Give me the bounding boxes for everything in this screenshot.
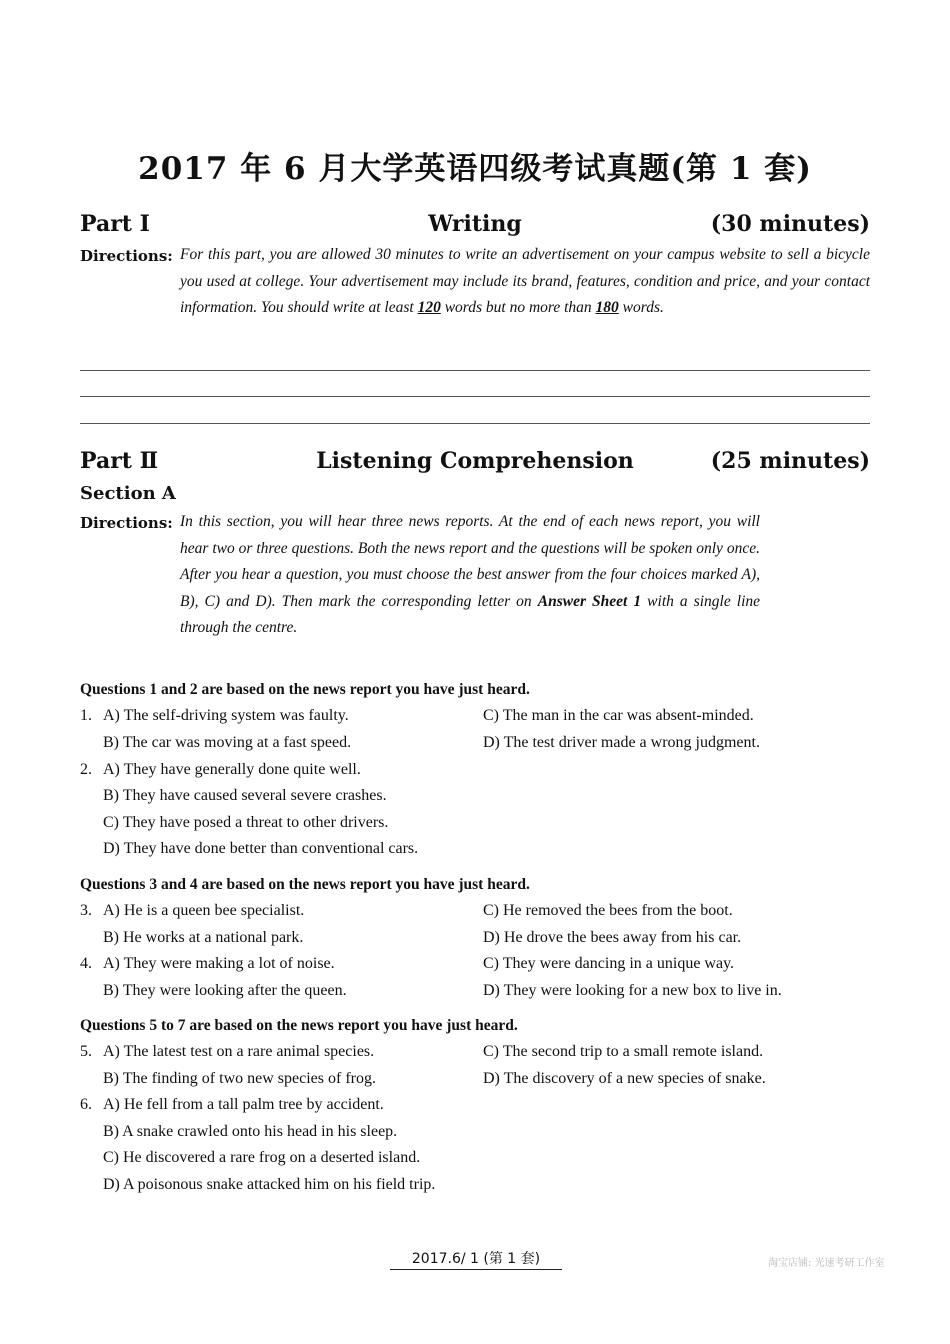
part-2-directions-text — [180, 509, 760, 642]
part-2-name: Listening Comprehension — [316, 448, 634, 474]
part-1-header — [80, 211, 870, 241]
option-c: C) They have posed a threat to other drivers. — [103, 814, 389, 831]
option-a: A) They were making a lot of noise. — [103, 955, 335, 972]
part-1-name: Writing — [428, 211, 522, 237]
part-2-header — [80, 448, 870, 478]
section-a-heading: Section A — [80, 483, 176, 504]
question-number: 4. — [80, 955, 92, 972]
option-d: D) The discovery of a new species of snake. — [483, 1070, 766, 1087]
page-footer: 2017.6/ 1 (第 1 套) — [390, 1248, 562, 1270]
option-c: C) The man in the car was absent-minded. — [483, 707, 754, 724]
max-words: 180 — [595, 299, 619, 316]
min-words: 120 — [417, 299, 441, 316]
option-c: C) The second trip to a small remote island. — [483, 1043, 764, 1060]
option-a: A) The latest test on a rare animal species. — [103, 1043, 375, 1060]
option-b: B) They were looking after the queen. — [103, 982, 347, 999]
answer-line-2 — [80, 396, 870, 397]
option-b: B) He works at a national park. — [103, 929, 304, 946]
question-group-heading: Questions 1 and 2 are based on the news report you have just heard. — [80, 681, 530, 698]
question-number: 6. — [80, 1096, 92, 1113]
option-d: D) The test driver made a wrong judgment. — [483, 734, 760, 751]
option-b: B) A snake crawled onto his head in his sleep. — [103, 1123, 398, 1140]
answer-line-1 — [80, 370, 870, 371]
option-a: A) They have generally done quite well. — [103, 761, 361, 778]
option-d: D) They have done better than conventional cars. — [103, 840, 419, 857]
option-b: B) The finding of two new species of frog. — [103, 1070, 376, 1087]
option-a: A) The self-driving system was faulty. — [103, 707, 349, 724]
part-1-directions-label: Directions: — [80, 247, 173, 265]
part-2-label: Part Ⅱ — [80, 448, 159, 474]
question-number: 2. — [80, 761, 92, 778]
option-c: C) He discovered a rare frog on a deserted island. — [103, 1149, 421, 1166]
part-2-directions-end: with a single line through the centre. — [180, 592, 761, 636]
option-b: B) They have caused several severe crashes. — [103, 787, 387, 804]
page-title: 2017 年 6 月大学英语四级考试真题(第 1 套) — [138, 151, 812, 187]
option-b: B) The car was moving at a fast speed. — [103, 734, 352, 751]
part-2-time: (25 minutes) — [710, 448, 870, 474]
option-c: C) He removed the bees from the boot. — [483, 902, 733, 919]
question-number: 1. — [80, 707, 92, 724]
question-number: 5. — [80, 1043, 92, 1060]
option-d: D) A poisonous snake attacked him on his field trip. — [103, 1176, 436, 1193]
part-1-directions-end: words. — [622, 299, 664, 316]
watermark: 淘宝店铺: 光速考研工作室 — [768, 1258, 885, 1269]
question-group-heading: Questions 5 to 7 are based on the news report you have just heard. — [80, 1017, 518, 1034]
part-1-label: Part Ⅰ — [80, 211, 150, 237]
option-d: D) They were looking for a new box to live in. — [483, 982, 782, 999]
part-2-directions-label: Directions: — [80, 514, 173, 532]
answer-sheet-ref: Answer Sheet 1 — [537, 592, 642, 610]
part-1-directions-text — [180, 242, 870, 322]
part-1-directions-mid: words but no more than — [444, 299, 592, 316]
option-a: A) He fell from a tall palm tree by accident. — [103, 1096, 384, 1113]
option-d: D) He drove the bees away from his car. — [483, 929, 742, 946]
question-group-heading: Questions 3 and 4 are based on the news report you have just heard. — [80, 876, 530, 893]
part-2-directions-main: In this section, you will hear three news reports. At the end of each news report, you will hear two or three questions. Both the news report and the questions will be spoken only once. After you hear a question, you must choose the best answer from the four choices marked A), B), C) and D). Then mark the corresponding letter on — [180, 513, 760, 610]
part-1-directions-main: For this part, you are allowed 30 minutes to write an advertisement on your campus website to sell a bicycle you used at college. Your advertisement may include its brand, features, condition and price, and your contact information. You should write at least — [180, 246, 870, 316]
option-c: C) They were dancing in a unique way. — [483, 955, 735, 972]
answer-line-3 — [80, 423, 870, 424]
question-number: 3. — [80, 902, 92, 919]
part-1-time: (30 minutes) — [710, 211, 870, 237]
option-a: A) He is a queen bee specialist. — [103, 902, 305, 919]
